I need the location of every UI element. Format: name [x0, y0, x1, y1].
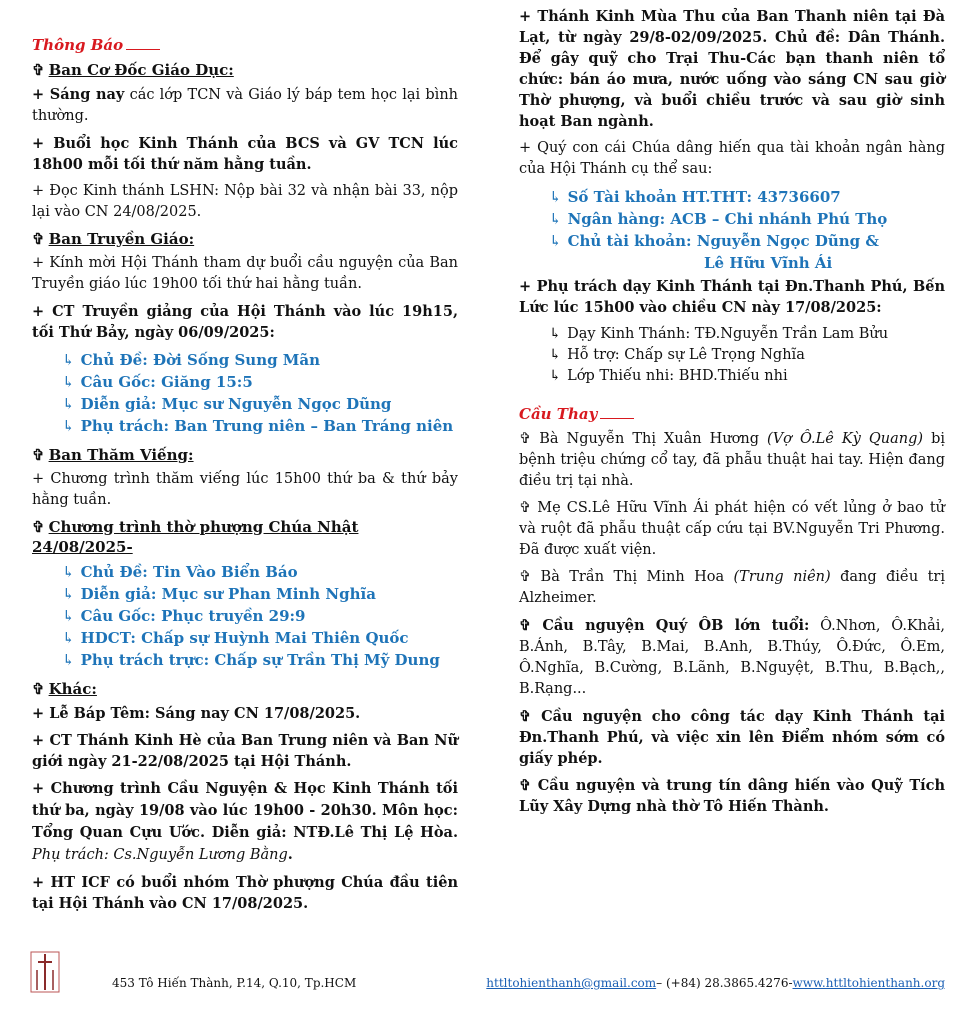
cross-icon: ✞ — [32, 230, 45, 248]
prayer-text: Mẹ CS.Lê Hữu Vĩnh Ái phát hiện có vết lủng ở bao tử và ruột đã phẫu thuật cấp cứu tại BV.Nguyễn Tri Phương. Đã được xuất viện. — [519, 500, 945, 558]
website-link[interactable]: www.httltohienthanh.org — [792, 976, 945, 990]
section-title-text: Ban Truyền Giáo: — [48, 230, 195, 248]
list-item-text: HDCT: Chấp sự Huỳnh Mai Thiên Quốc — [80, 629, 409, 647]
arrow-icon: ↳ — [549, 210, 562, 228]
paragraph: + Kính mời Hội Thánh tham dự buổi cầu nguyện của Ban Truyền giáo lúc 19h00 tối thứ hai hằng tuần. — [32, 255, 458, 292]
arrow-icon: ↳ — [549, 188, 562, 206]
prayer-item — [519, 498, 945, 561]
list-item — [62, 415, 458, 437]
arrow-icon: ↳ — [62, 417, 75, 435]
prayer-italic: (Trung niên) — [733, 569, 831, 585]
list-item-text: Diễn giả: Mục sư Phan Minh Nghĩa — [80, 585, 376, 603]
list-item — [62, 649, 458, 671]
prayer-header-text: Cầu Thay — [519, 405, 598, 423]
notice-header — [32, 30, 458, 54]
prayer-item — [519, 706, 945, 769]
footer-address: 453 Tô Hiến Thành, P.14, Q.10, Tp.HCM — [112, 976, 357, 990]
list-item-text: Chủ tài khoản: Nguyễn Ngọc Dũng & — [567, 232, 879, 250]
arrow-icon: ↳ — [62, 629, 75, 647]
list-item — [62, 371, 458, 393]
evangelism-list — [32, 349, 458, 437]
list-item — [62, 561, 458, 583]
list-item-text: Chủ Đề: Đời Sống Sung Mãn — [80, 351, 321, 369]
cross-icon: ✞ — [519, 708, 542, 725]
cross-icon: ✞ — [519, 500, 538, 516]
arrow-icon: ↳ — [549, 232, 562, 250]
prayer-item — [519, 615, 945, 700]
arrow-icon: ↳ — [549, 326, 562, 342]
prayer-header — [519, 399, 945, 423]
cross-icon: ✞ — [32, 680, 45, 698]
section-title-text: Khác: — [48, 680, 97, 698]
section-title-visitation — [32, 445, 458, 465]
prayer-text: Cầu nguyện và trung tín dâng hiến vào Quỹ Tích Lũy Xây Dựng nhà thờ Tô Hiến Thành. — [519, 777, 946, 815]
prayer-text: bị bệnh triệu chứng cổ tay, đã phẫu thuật hai tay. Hiện đang điều trị tại nhà. — [519, 431, 946, 489]
prayer-bold: Cầu nguyện Quý ÔB lớn tuổi: — [542, 617, 810, 634]
list-item-text: Phụ trách: Ban Trung niên – Ban Tráng niên — [80, 417, 454, 435]
bold-text: + Chương trình Cầu Nguyện & Học Kinh Thánh tối thứ ba, ngày 19/08 vào lúc 19h00 - 20h30. Môn học: Tổng Quan Cựu Ước. Diễn giả: NTĐ.Lê Thị Lệ Hòa. — [32, 780, 458, 841]
cross-icon: ✞ — [519, 617, 543, 634]
arrow-icon: ↳ — [62, 651, 75, 669]
list-item-text: Diễn giả: Mục sư Nguyễn Ngọc Dũng — [80, 395, 392, 413]
prayer-item — [519, 775, 945, 817]
list-item — [62, 349, 458, 371]
arrow-icon: ↳ — [549, 368, 562, 384]
bold-lead: + Sáng nay — [32, 86, 125, 103]
paragraph-text: các lớp TCN và Giáo lý báp tem học lại bình thường. — [32, 87, 458, 124]
paragraph: + Chương trình thăm viếng lúc 15h00 thứ ba & thứ bảy hằng tuần. — [32, 471, 458, 508]
list-item — [549, 366, 945, 387]
paragraph: + HT ICF có buổi nhóm Thờ phượng Chúa đầu tiên tại Hội Thánh vào CN 17/08/2025. — [32, 874, 458, 912]
paragraph: + CT Thánh Kinh Hè của Ban Trung niên và Ban Nữ giới ngày 21-22/08/2025 tại Hội Thánh. — [32, 732, 458, 770]
paragraph — [32, 778, 458, 866]
list-item-text: Số Tài khoản HT.THT: 43736607 — [567, 188, 841, 206]
cross-icon: ✞ — [519, 777, 538, 794]
prayer-text: Bà Trần Thị Minh Hoa — [540, 569, 734, 585]
list-item — [549, 345, 945, 366]
prayer-text: Bà Nguyễn Thị Xuân Hương — [539, 431, 768, 447]
italic-text: Phụ trách: Cs.Nguyễn Lương Bằng — [32, 847, 288, 863]
footer-contact — [486, 976, 945, 990]
paragraph: + CT Truyền giảng của Hội Thánh vào lúc 19h15, tối Thứ Bảy, ngày 06/09/2025: — [32, 303, 458, 341]
cross-icon: ✞ — [519, 431, 540, 447]
notice-header-text: Thông Báo — [32, 36, 124, 54]
prayer-text: Ô.Nhơn, Ô.Khải, B.Ánh, B.Tây, B.Mai, B.Anh, B.Thúy, Ô.Đức, Ô.Em, Ô.Nghĩa, B.Cường, B.Lãnh, B.Nguyệt, B.Thu, B.Bạch,, B.Rạng... — [519, 618, 945, 697]
arrow-icon: ↳ — [62, 395, 75, 413]
list-item-text: Phụ trách trực: Chấp sự Trần Thị Mỹ Dung — [80, 651, 440, 669]
list-item-text: Ngân hàng: ACB – Chi nhánh Phú Thọ — [567, 210, 888, 228]
list-item — [62, 605, 458, 627]
arrow-icon: ↳ — [62, 373, 75, 391]
list-item-text: Chủ Đề: Tin Vào Biển Báo — [80, 563, 298, 581]
list-item-text: Lớp Thiếu nhi: BHD.Thiếu nhi — [567, 368, 788, 384]
section-title-education — [32, 60, 458, 80]
list-item — [62, 627, 458, 649]
list-item — [549, 324, 945, 345]
list-item-text: Dạy Kinh Thánh: TĐ.Nguyễn Trần Lam Bửu — [567, 326, 889, 342]
left-column — [32, 30, 458, 920]
arrow-icon: ↳ — [62, 351, 75, 369]
bold-text: . — [287, 846, 293, 863]
cross-icon: ✞ — [519, 569, 541, 585]
list-item — [62, 393, 458, 415]
section-title-text: Ban Thăm Viếng: — [48, 446, 194, 464]
section-title-evangelism — [32, 229, 458, 249]
section-title-text: Chương trình thờ phượng Chúa Nhật 24/08/2025- — [32, 518, 359, 556]
arrow-icon: ↳ — [62, 585, 75, 603]
arrow-icon: ↳ — [62, 607, 75, 625]
paragraph: + Đọc Kinh thánh LSHN: Nộp bài 32 và nhận bài 33, nộp lại vào CN 24/08/2025. — [32, 183, 458, 220]
paragraph — [32, 84, 458, 127]
list-item-text: Hỗ trợ: Chấp sự Lê Trọng Nghĩa — [567, 347, 805, 363]
church-logo-icon — [30, 950, 60, 996]
section-title-worship — [32, 517, 458, 557]
list-item — [549, 208, 945, 230]
footer-phone: – (+84) 28.3865.4276- — [656, 976, 793, 990]
section-title-text: Ban Cơ Đốc Giáo Dục: — [48, 61, 234, 79]
section-title-other — [32, 679, 458, 699]
prayer-text: đang điều trị Alzheimer. — [519, 569, 945, 606]
list-item — [549, 252, 945, 274]
list-item-text: Câu Gốc: Giăng 15:5 — [80, 373, 253, 391]
arrow-icon: ↳ — [62, 563, 75, 581]
list-item — [549, 230, 945, 252]
arrow-icon: ↳ — [549, 347, 562, 363]
right-column — [519, 6, 945, 823]
page-footer — [0, 960, 975, 1010]
paragraph: + Thánh Kinh Mùa Thu của Ban Thanh niên tại Đà Lạt, từ ngày 29/8-02/09/2025. Chủ đề: Dân Thánh. Để gây quỹ cho Trại Thu-Các bạn thanh niên tổ chức: bán áo mưa, nước uống vào sáng CN sau giờ Thờ phượng, và buổi chiều trước và sau giờ sinh hoạt Ban ngành. — [519, 8, 945, 130]
cross-icon: ✞ — [32, 446, 45, 464]
list-item — [549, 186, 945, 208]
prayer-item — [519, 567, 945, 609]
prayer-italic: (Vợ Ô.Lê Kỳ Quang) — [767, 431, 924, 447]
paragraph: + Quý con cái Chúa dâng hiến qua tài khoản ngân hàng của Hội Thánh cụ thể sau: — [519, 140, 945, 177]
paragraph: + Buổi học Kinh Thánh của BCS và GV TCN lúc 18h00 mỗi tối thứ năm hằng tuần. — [32, 135, 458, 173]
worship-list — [32, 561, 458, 671]
paragraph: + Lễ Báp Têm: Sáng nay CN 17/08/2025. — [32, 705, 361, 722]
list-item-text: Lê Hữu Vĩnh Ái — [704, 254, 833, 272]
list-item-text: Câu Gốc: Phục truyền 29:9 — [80, 607, 306, 625]
list-item — [62, 583, 458, 605]
teaching-list — [519, 324, 945, 387]
bank-list — [519, 186, 945, 274]
paragraph: + Phụ trách dạy Kinh Thánh tại Đn.Thanh Phú, Bến Lức lúc 15h00 vào chiều CN này 17/08/2025: — [519, 278, 945, 316]
cross-icon: ✞ — [32, 518, 45, 536]
prayer-item — [519, 429, 945, 492]
cross-icon: ✞ — [32, 61, 45, 79]
prayer-text: Cầu nguyện cho công tác dạy Kinh Thánh tại Đn.Thanh Phú, và việc xin lên Điểm nhóm sớm có giấy phép. — [519, 708, 946, 767]
email-link[interactable]: httltohienthanh@gmail.com — [486, 976, 657, 990]
